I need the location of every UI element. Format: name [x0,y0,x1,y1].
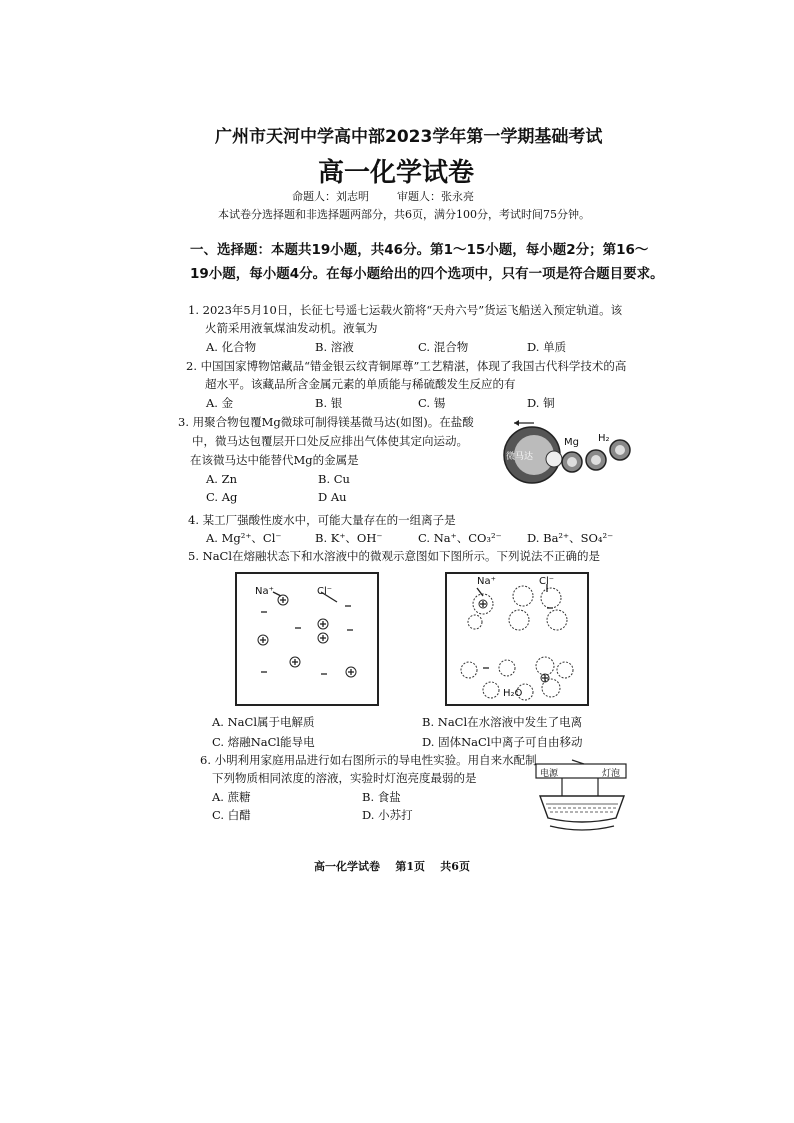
na-ion-label: Na⁺ [255,586,274,597]
q5-option-a: A. NaCl属于电解质 [212,715,315,729]
q4-line1: 4. 某工厂强酸性废水中，可能大量存在的一组离子是 [188,513,456,527]
q2-option-d: D. 铜 [527,396,555,410]
cl-ion-label: Cl⁻ [317,586,333,597]
conductivity-apparatus [532,756,632,832]
exam-info: 本试卷分选择题和非选择题两部分，共6页，满分100分，考试时间75分钟。 [218,208,590,221]
q6-option-a: A. 蔗糖 [212,790,251,804]
q6-option-c: C. 白醋 [212,808,251,822]
q1-option-c: C. 混合物 [418,340,469,354]
q4-option-c: C. Na⁺、CO₃²⁻ [418,531,502,545]
q1-line1: 1. 2023年5月10日，长征七号遥七运载火箭将“天舟六号”货运飞船送入预定轨道。该 [188,303,623,317]
h2-label: H₂ [598,433,610,444]
bulb-label: 灯泡 [602,769,621,779]
q2-line1: 2. 中国国家博物馆藏品“错金银云纹青铜犀尊”工艺精湛，体现了我国古代科学技术的高 [186,359,627,373]
q6-line1: 6. 小明利用家庭用品进行如右图所示的导电性实验。用自来水配制 [200,753,537,767]
q3-option-b: B. Cu [318,472,350,486]
section-heading-line1: 一、选择题：本题共19小题，共46分。第1～15小题，每小题2分；第16～ [190,242,649,258]
page-footer: 高一化学试卷 第1页 共6页 [314,860,470,873]
q4-option-d: D. Ba²⁺、SO₄²⁻ [527,531,614,545]
q6-line2: 下列物质相同浓度的溶液，实验时灯泡亮度最弱的是 [212,771,477,785]
q2-option-b: B. 银 [315,396,343,410]
q4-option-b: B. K⁺、OH⁻ [315,531,383,545]
q2-option-c: C. 锡 [418,396,446,410]
q3-option-d: D Au [318,490,347,504]
molten-ions-drawing [237,574,377,704]
section-heading-line2: 19小题，每小题4分。在每小题给出的四个选项中，只有一项是符合题目要求。 [190,266,664,282]
na-hydrated-label: Na⁺ [477,576,496,587]
q5-option-c: C. 熔融NaCl能导电 [212,735,315,749]
micromotor-figure [492,415,642,485]
exam-title: 高一化学试卷 [318,158,475,188]
q5-option-b: B. NaCl在水溶液中发生了电离 [422,715,583,729]
q6-option-d: D. 小苏打 [362,808,413,822]
q1-option-b: B. 溶液 [315,340,354,354]
q1-option-d: D. 单质 [527,340,567,354]
q6-option-b: B. 食盐 [362,790,401,804]
authors-line: 命题人：刘志明 审题人：张永亮 [292,190,474,203]
mg-label: Mg [564,437,579,448]
power-label: 电源 [540,769,559,779]
hydrated-ions-drawing [447,574,587,704]
q5-option-d: D. 固体NaCl中离子可自由移动 [422,735,583,749]
h2o-label: H₂O [503,688,523,699]
q3-option-a: A. Zn [206,472,238,486]
q3-line1: 3. 用聚合物包覆Mg微球可制得镁基微马达(如图)。在盐酸 [178,415,474,429]
micromotor-label: 微马达 [506,452,534,462]
q4-option-a: A. Mg²⁺、Cl⁻ [206,531,282,545]
q1-line2: 火箭采用液氧煤油发动机。液氧为 [205,321,378,335]
q2-line2: 超水平。该藏品所含金属元素的单质能与稀硫酸发生反应的有 [205,377,516,391]
q3-line3: 在该微马达中能替代Mg的金属是 [190,453,359,467]
molten-nacl-diagram [235,572,379,706]
q5-line1: 5. NaCl在熔融状态下和水溶液中的微观示意图如下图所示。下列说法不正确的是 [188,549,601,563]
q3-option-c: C. Ag [206,490,238,504]
school-title: 广州市天河中学高中部2023学年第一学期基础考试 [215,127,603,147]
q1-option-a: A. 化合物 [206,340,257,354]
aqueous-nacl-diagram [445,572,589,706]
cl-hydrated-label: Cl⁻ [539,576,555,587]
q3-line2: 中，微马达包覆层开口处反应排出气体使其定向运动。 [192,434,468,448]
q2-option-a: A. 金 [206,396,234,410]
